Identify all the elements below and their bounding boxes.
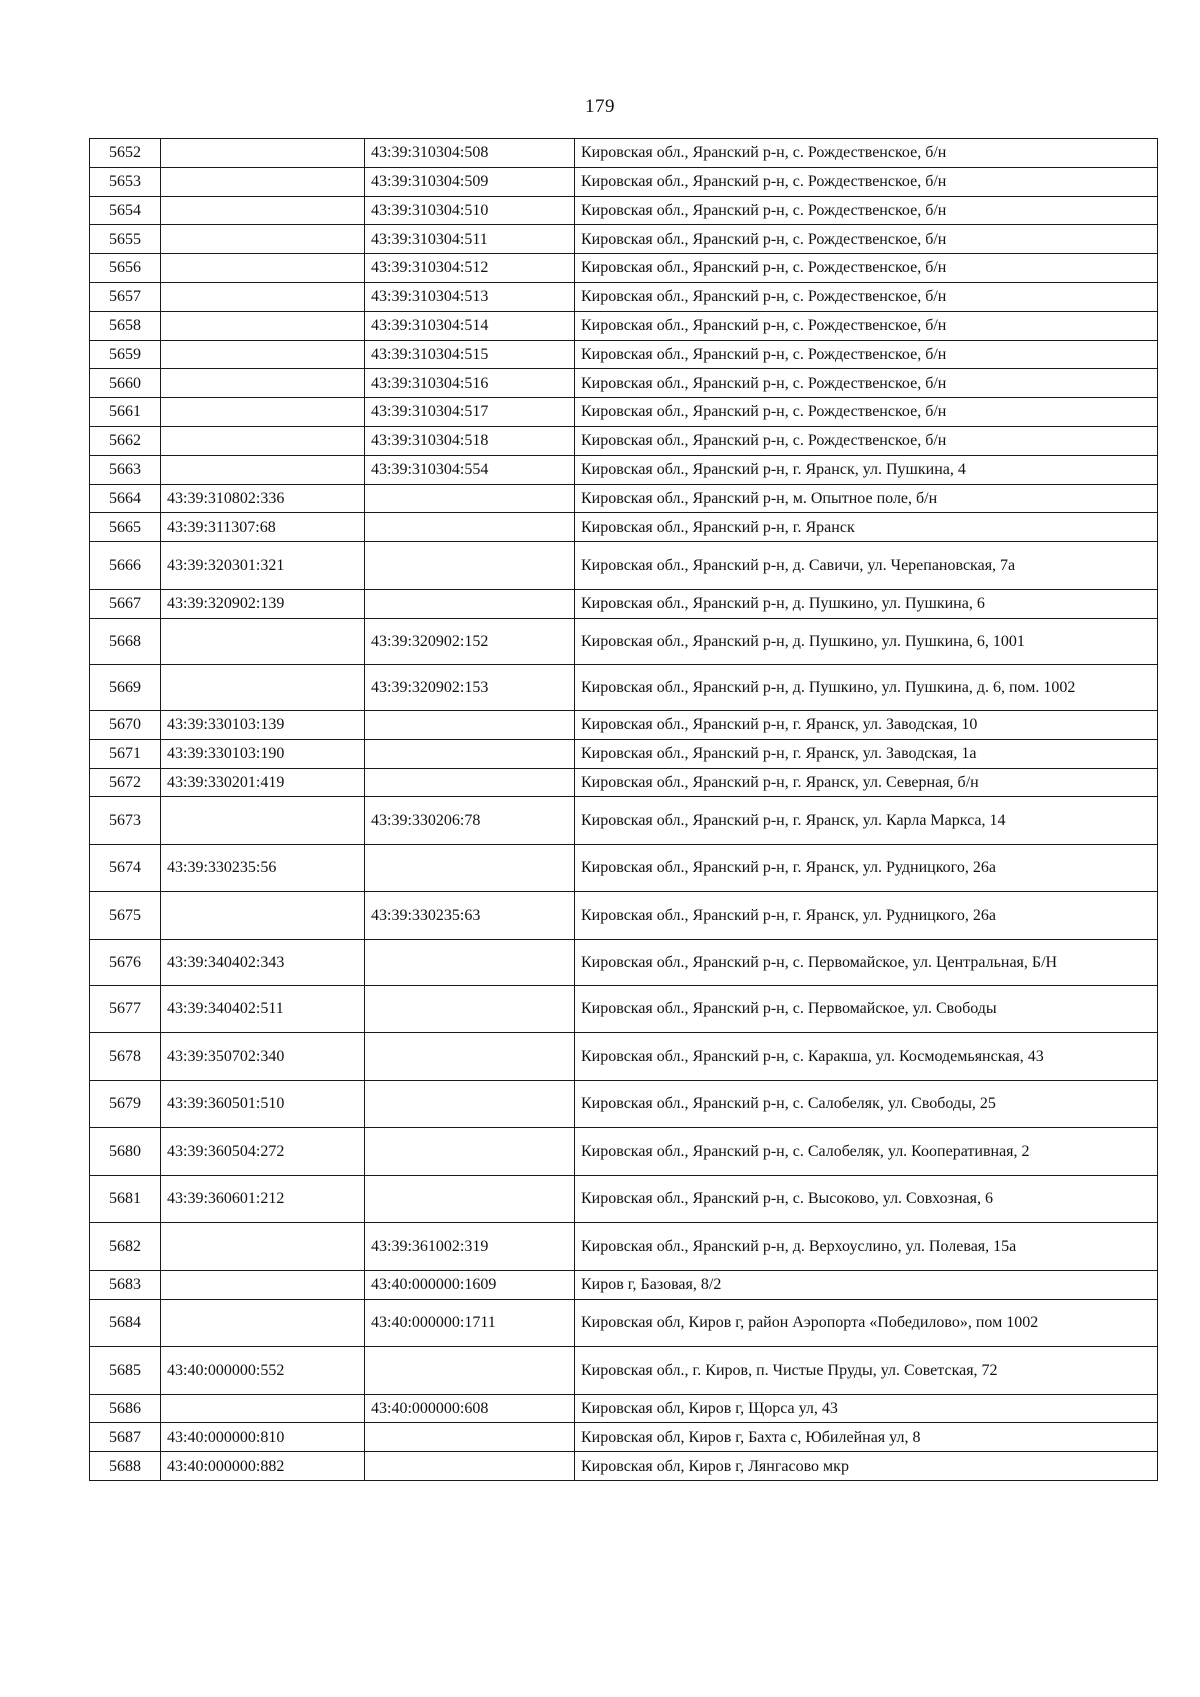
table-row bbox=[90, 1452, 1158, 1481]
row-number-cell: 5669 bbox=[90, 664, 161, 710]
row-number-cell: 5670 bbox=[90, 710, 161, 739]
address-cell: Кировская обл., Яранский р-н, с. Рождественское, б/н bbox=[575, 225, 1158, 254]
cadastral-number-cell: 43:40:000000:882 bbox=[161, 1452, 365, 1481]
address-cell: Кировская обл, Киров г, Бахта с, Юбилейная ул, 8 bbox=[575, 1423, 1158, 1452]
table-row bbox=[90, 484, 1158, 513]
row-number-cell: 5681 bbox=[90, 1175, 161, 1223]
cadastral-number-cell: 43:39:330201:419 bbox=[161, 768, 365, 797]
address-cell: Кировская обл., Яранский р-н, с. Рождественское, б/н bbox=[575, 196, 1158, 225]
address-cell: Кировская обл., Яранский р-н, с. Рождественское, б/н bbox=[575, 311, 1158, 340]
cadastral-number-alt-cell: 43:39:330206:78 bbox=[365, 797, 575, 845]
row-number-cell: 5688 bbox=[90, 1452, 161, 1481]
row-number-cell: 5675 bbox=[90, 892, 161, 940]
address-cell: Кировская обл., Яранский р-н, с. Первомайское, ул. Свободы bbox=[575, 985, 1158, 1033]
cadastral-number-alt-cell: 43:39:310304:509 bbox=[365, 167, 575, 196]
cadastral-number-cell bbox=[161, 455, 365, 484]
address-cell: Кировская обл., Яранский р-н, с. Салобеляк, ул. Кооперативная, 2 bbox=[575, 1128, 1158, 1176]
cadastral-number-alt-cell bbox=[365, 1347, 575, 1395]
table-row bbox=[90, 139, 1158, 168]
row-number-cell: 5655 bbox=[90, 225, 161, 254]
address-cell: Кировская обл., Яранский р-н, с. Рождественское, б/н bbox=[575, 282, 1158, 311]
cadastral-number-cell: 43:40:000000:810 bbox=[161, 1423, 365, 1452]
cadastral-number-cell: 43:39:340402:511 bbox=[161, 985, 365, 1033]
cadastral-number-cell bbox=[161, 1394, 365, 1423]
row-number-cell: 5686 bbox=[90, 1394, 161, 1423]
address-cell: Кировская обл., Яранский р-н, с. Первомайское, ул. Центральная, Б/Н bbox=[575, 939, 1158, 985]
cadastral-number-alt-cell bbox=[365, 484, 575, 513]
row-number-cell: 5654 bbox=[90, 196, 161, 225]
table-row bbox=[90, 254, 1158, 283]
cadastral-number-alt-cell bbox=[365, 1080, 575, 1128]
address-cell: Кировская обл., Яранский р-н, с. Салобеляк, ул. Свободы, 25 bbox=[575, 1080, 1158, 1128]
address-cell: Кировская обл., Яранский р-н, г. Яранск, ул. Рудницкого, 26а bbox=[575, 892, 1158, 940]
cadastral-number-cell: 43:39:320301:321 bbox=[161, 542, 365, 590]
cadastral-number-alt-cell: 43:40:000000:1609 bbox=[365, 1270, 575, 1299]
row-number-cell: 5667 bbox=[90, 590, 161, 619]
cadastral-number-alt-cell bbox=[365, 985, 575, 1033]
cadastral-number-alt-cell: 43:40:000000:1711 bbox=[365, 1299, 575, 1347]
row-number-cell: 5682 bbox=[90, 1223, 161, 1271]
table-row bbox=[90, 1080, 1158, 1128]
cadastral-number-cell bbox=[161, 225, 365, 254]
address-cell: Кировская обл., Яранский р-н, с. Рождественское, б/н bbox=[575, 167, 1158, 196]
cadastral-number-cell: 43:40:000000:552 bbox=[161, 1347, 365, 1395]
table-row bbox=[90, 590, 1158, 619]
table-row bbox=[90, 1299, 1158, 1347]
address-cell: Кировская обл., Яранский р-н, г. Яранск, ул. Заводская, 10 bbox=[575, 710, 1158, 739]
registry-table-body bbox=[90, 139, 1158, 1481]
cadastral-number-alt-cell bbox=[365, 939, 575, 985]
address-cell: Кировская обл, Киров г, район Аэропорта «Победилово», пом 1002 bbox=[575, 1299, 1158, 1347]
cadastral-number-alt-cell bbox=[365, 1175, 575, 1223]
table-row bbox=[90, 1270, 1158, 1299]
cadastral-number-cell bbox=[161, 618, 365, 664]
address-cell: Кировская обл., Яранский р-н, г. Яранск, ул. Заводская, 1а bbox=[575, 739, 1158, 768]
row-number-cell: 5662 bbox=[90, 426, 161, 455]
cadastral-number-alt-cell: 43:39:310304:512 bbox=[365, 254, 575, 283]
cadastral-number-cell bbox=[161, 1223, 365, 1271]
address-cell: Кировская обл., Яранский р-н, д. Пушкино, ул. Пушкина, 6, 1001 bbox=[575, 618, 1158, 664]
cadastral-number-cell bbox=[161, 426, 365, 455]
row-number-cell: 5663 bbox=[90, 455, 161, 484]
cadastral-number-alt-cell bbox=[365, 542, 575, 590]
cadastral-number-cell: 43:39:350702:340 bbox=[161, 1033, 365, 1081]
table-row bbox=[90, 398, 1158, 427]
cadastral-number-alt-cell bbox=[365, 768, 575, 797]
row-number-cell: 5684 bbox=[90, 1299, 161, 1347]
row-number-cell: 5679 bbox=[90, 1080, 161, 1128]
address-cell: Кировская обл, Киров г, Лянгасово мкр bbox=[575, 1452, 1158, 1481]
cadastral-number-alt-cell: 43:39:320902:153 bbox=[365, 664, 575, 710]
row-number-cell: 5664 bbox=[90, 484, 161, 513]
cadastral-number-alt-cell: 43:39:310304:517 bbox=[365, 398, 575, 427]
table-row bbox=[90, 1128, 1158, 1176]
table-row bbox=[90, 196, 1158, 225]
cadastral-number-cell bbox=[161, 664, 365, 710]
cadastral-number-cell: 43:39:360504:272 bbox=[161, 1128, 365, 1176]
address-cell: Кировская обл., Яранский р-н, с. Рождественское, б/н bbox=[575, 340, 1158, 369]
row-number-cell: 5668 bbox=[90, 618, 161, 664]
table-row bbox=[90, 455, 1158, 484]
cadastral-number-cell bbox=[161, 398, 365, 427]
cadastral-number-cell bbox=[161, 311, 365, 340]
address-cell: Кировская обл., Яранский р-н, д. Пушкино, ул. Пушкина, д. 6, пом. 1002 bbox=[575, 664, 1158, 710]
table-row bbox=[90, 618, 1158, 664]
address-cell: Киров г, Базовая, 8/2 bbox=[575, 1270, 1158, 1299]
table-row bbox=[90, 513, 1158, 542]
address-cell: Кировская обл., Яранский р-н, с. Рождественское, б/н bbox=[575, 426, 1158, 455]
cadastral-number-alt-cell: 43:39:361002:319 bbox=[365, 1223, 575, 1271]
cadastral-number-cell bbox=[161, 139, 365, 168]
table-row bbox=[90, 426, 1158, 455]
row-number-cell: 5685 bbox=[90, 1347, 161, 1395]
cadastral-number-cell bbox=[161, 369, 365, 398]
table-row bbox=[90, 225, 1158, 254]
row-number-cell: 5665 bbox=[90, 513, 161, 542]
table-row bbox=[90, 939, 1158, 985]
cadastral-number-cell bbox=[161, 340, 365, 369]
cadastral-number-cell bbox=[161, 282, 365, 311]
table-row bbox=[90, 340, 1158, 369]
cadastral-number-alt-cell: 43:39:310304:515 bbox=[365, 340, 575, 369]
cadastral-number-alt-cell bbox=[365, 1033, 575, 1081]
cadastral-number-cell bbox=[161, 797, 365, 845]
row-number-cell: 5660 bbox=[90, 369, 161, 398]
row-number-cell: 5683 bbox=[90, 1270, 161, 1299]
table-row bbox=[90, 844, 1158, 892]
address-cell: Кировская обл., Яранский р-н, с. Рождественское, б/н bbox=[575, 398, 1158, 427]
table-row bbox=[90, 739, 1158, 768]
address-cell: Кировская обл., Яранский р-н, с. Каракша, ул. Космодемьянская, 43 bbox=[575, 1033, 1158, 1081]
address-cell: Кировская обл., Яранский р-н, с. Рождественское, б/н bbox=[575, 254, 1158, 283]
table-row bbox=[90, 311, 1158, 340]
table-row bbox=[90, 710, 1158, 739]
cadastral-number-alt-cell bbox=[365, 1452, 575, 1481]
address-cell: Кировская обл, Киров г, Щорса ул, 43 bbox=[575, 1394, 1158, 1423]
cadastral-number-cell bbox=[161, 1299, 365, 1347]
row-number-cell: 5656 bbox=[90, 254, 161, 283]
row-number-cell: 5653 bbox=[90, 167, 161, 196]
cadastral-number-alt-cell: 43:39:320902:152 bbox=[365, 618, 575, 664]
row-number-cell: 5677 bbox=[90, 985, 161, 1033]
cadastral-number-alt-cell bbox=[365, 513, 575, 542]
cadastral-number-cell: 43:39:340402:343 bbox=[161, 939, 365, 985]
page-number: 179 bbox=[585, 96, 615, 117]
cadastral-number-alt-cell: 43:39:310304:514 bbox=[365, 311, 575, 340]
row-number-cell: 5672 bbox=[90, 768, 161, 797]
address-cell: Кировская обл., Яранский р-н, г. Яранск, ул. Карла Маркса, 14 bbox=[575, 797, 1158, 845]
cadastral-number-cell: 43:39:311307:68 bbox=[161, 513, 365, 542]
address-cell: Кировская обл., Яранский р-н, д. Пушкино, ул. Пушкина, 6 bbox=[575, 590, 1158, 619]
cadastral-number-cell bbox=[161, 167, 365, 196]
row-number-cell: 5676 bbox=[90, 939, 161, 985]
table-row bbox=[90, 542, 1158, 590]
cadastral-number-cell: 43:39:330103:139 bbox=[161, 710, 365, 739]
row-number-cell: 5661 bbox=[90, 398, 161, 427]
table-row bbox=[90, 282, 1158, 311]
cadastral-number-cell: 43:39:330103:190 bbox=[161, 739, 365, 768]
table-row bbox=[90, 1423, 1158, 1452]
row-number-cell: 5673 bbox=[90, 797, 161, 845]
cadastral-number-alt-cell bbox=[365, 844, 575, 892]
cadastral-number-alt-cell: 43:39:310304:513 bbox=[365, 282, 575, 311]
address-cell: Кировская обл., Яранский р-н, с. Рождественское, б/н bbox=[575, 139, 1158, 168]
table-row bbox=[90, 1175, 1158, 1223]
cadastral-number-alt-cell: 43:39:310304:511 bbox=[365, 225, 575, 254]
cadastral-number-alt-cell bbox=[365, 739, 575, 768]
cadastral-number-cell bbox=[161, 254, 365, 283]
row-number-cell: 5678 bbox=[90, 1033, 161, 1081]
cadastral-number-cell: 43:39:310802:336 bbox=[161, 484, 365, 513]
table-row bbox=[90, 985, 1158, 1033]
address-cell: Кировская обл., Яранский р-н, с. Рождественское, б/н bbox=[575, 369, 1158, 398]
row-number-cell: 5680 bbox=[90, 1128, 161, 1176]
table-row bbox=[90, 167, 1158, 196]
address-cell: Кировская обл., Яранский р-н, г. Яранск, ул. Рудницкого, 26а bbox=[575, 844, 1158, 892]
cadastral-number-cell: 43:39:320902:139 bbox=[161, 590, 365, 619]
cadastral-number-alt-cell bbox=[365, 710, 575, 739]
cadastral-number-alt-cell bbox=[365, 590, 575, 619]
cadastral-number-cell bbox=[161, 1270, 365, 1299]
address-cell: Кировская обл., Яранский р-н, м. Опытное поле, б/н bbox=[575, 484, 1158, 513]
cadastral-number-alt-cell bbox=[365, 1423, 575, 1452]
address-cell: Кировская обл., Яранский р-н, с. Высоково, ул. Совхозная, 6 bbox=[575, 1175, 1158, 1223]
cadastral-number-alt-cell: 43:40:000000:608 bbox=[365, 1394, 575, 1423]
cadastral-number-alt-cell: 43:39:310304:554 bbox=[365, 455, 575, 484]
cadastral-number-cell: 43:39:330235:56 bbox=[161, 844, 365, 892]
address-cell: Кировская обл., Яранский р-н, г. Яранск, ул. Пушкина, 4 bbox=[575, 455, 1158, 484]
row-number-cell: 5671 bbox=[90, 739, 161, 768]
table-row bbox=[90, 1347, 1158, 1395]
cadastral-number-cell bbox=[161, 892, 365, 940]
cadastral-number-alt-cell: 43:39:310304:518 bbox=[365, 426, 575, 455]
cadastral-number-cell: 43:39:360501:510 bbox=[161, 1080, 365, 1128]
table-row bbox=[90, 892, 1158, 940]
cadastral-number-cell: 43:39:360601:212 bbox=[161, 1175, 365, 1223]
table-row bbox=[90, 664, 1158, 710]
table-row bbox=[90, 369, 1158, 398]
row-number-cell: 5657 bbox=[90, 282, 161, 311]
row-number-cell: 5659 bbox=[90, 340, 161, 369]
address-cell: Кировская обл., Яранский р-н, д. Савичи, ул. Черепановская, 7а bbox=[575, 542, 1158, 590]
cadastral-number-alt-cell: 43:39:310304:508 bbox=[365, 139, 575, 168]
cadastral-number-alt-cell: 43:39:310304:516 bbox=[365, 369, 575, 398]
cadastral-number-alt-cell: 43:39:330235:63 bbox=[365, 892, 575, 940]
address-cell: Кировская обл., Яранский р-н, д. Верхоуслино, ул. Полевая, 15а bbox=[575, 1223, 1158, 1271]
cadastral-number-cell bbox=[161, 196, 365, 225]
table-row bbox=[90, 1223, 1158, 1271]
table-row bbox=[90, 797, 1158, 845]
table-row bbox=[90, 1394, 1158, 1423]
table-row bbox=[90, 768, 1158, 797]
row-number-cell: 5674 bbox=[90, 844, 161, 892]
table-row bbox=[90, 1033, 1158, 1081]
registry-table bbox=[89, 138, 1158, 1481]
row-number-cell: 5652 bbox=[90, 139, 161, 168]
row-number-cell: 5658 bbox=[90, 311, 161, 340]
address-cell: Кировская обл., г. Киров, п. Чистые Пруды, ул. Советская, 72 bbox=[575, 1347, 1158, 1395]
row-number-cell: 5666 bbox=[90, 542, 161, 590]
cadastral-number-alt-cell bbox=[365, 1128, 575, 1176]
row-number-cell: 5687 bbox=[90, 1423, 161, 1452]
cadastral-number-alt-cell: 43:39:310304:510 bbox=[365, 196, 575, 225]
address-cell: Кировская обл., Яранский р-н, г. Яранск bbox=[575, 513, 1158, 542]
address-cell: Кировская обл., Яранский р-н, г. Яранск, ул. Северная, б/н bbox=[575, 768, 1158, 797]
